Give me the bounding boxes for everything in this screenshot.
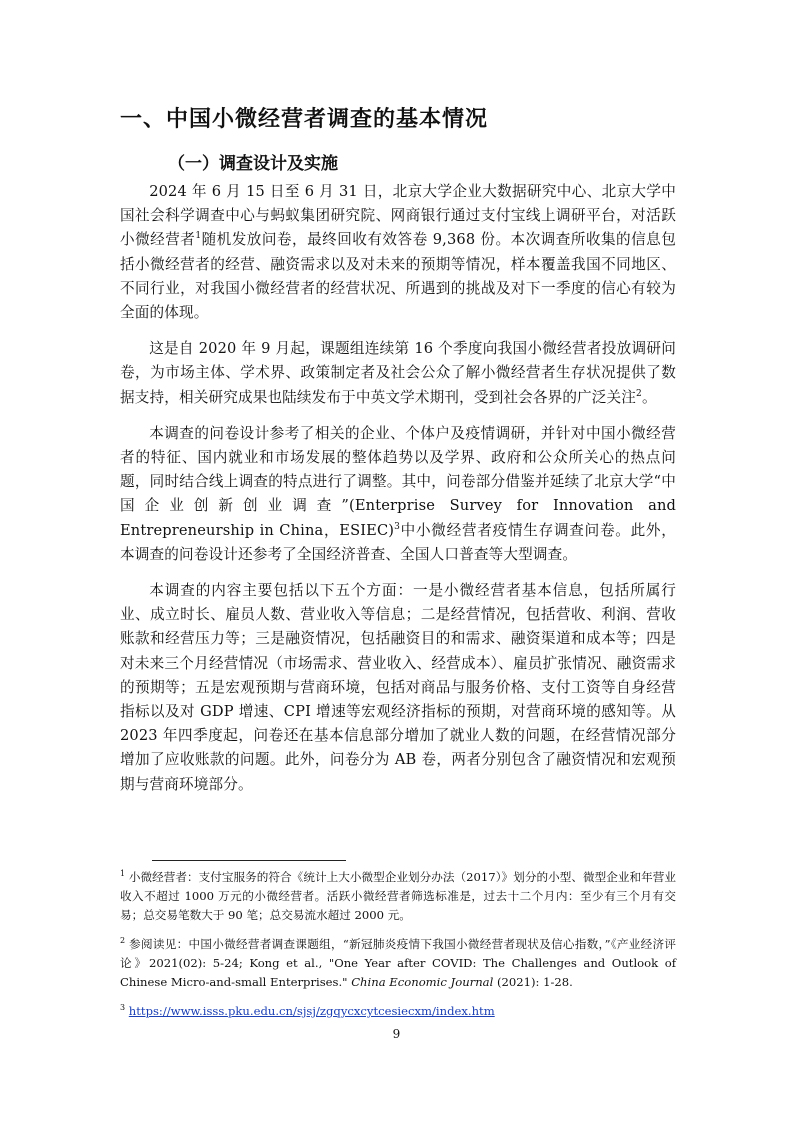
paragraph-2-text-b: 。 xyxy=(641,388,657,406)
subsection-heading: （一）调查设计及实施 xyxy=(168,154,338,174)
footnote-3-link[interactable]: https://www.isss.pku.edu.cn/sjsj/zgqycxcytcesiecxm/index.htm xyxy=(128,1004,495,1018)
paragraph-3-text-a: 本调查的问卷设计参考了相关的企业、个体户及疫情调研，并针对中国小微经营者的特征、国内就业和市场发展的整体趋势以及学界、政府和公众所关心的热点问题，同时结合线上调查的特点进行了调整。其中，问卷部分借鉴并延续了北京大学“中国企业创新创业调查”(Enterprise Survey for Innovation and Entrepreneurship in China，ESIEC) xyxy=(120,424,676,539)
paragraph-3 xyxy=(120,422,676,567)
footnote-ref-1[interactable]: 1 xyxy=(195,231,202,242)
page-number: 9 xyxy=(392,1027,401,1041)
section-heading: 一、中国小微经营者调查的基本情况 xyxy=(120,107,489,132)
paragraph-1-text-b: 随机发放问卷，最终回收有效答卷 9,368 份。本次调查所收集的信息包括小微经营者的经营、融资需求以及对未来的预期等情况，样本覆盖我国不同地区、不同行业，对我国小微经营者的经营状况、所遇到的挑战及对下一季度的信心有较为全面的体现。 xyxy=(120,231,676,322)
paragraph-2 xyxy=(120,337,676,410)
footnote-ref-2[interactable]: 2 xyxy=(636,388,642,399)
paragraph-4: 本调查的内容主要包括以下五个方面：一是小微经营者基本信息，包括所属行业、成立时长、雇员人数、营业收入等信息；二是经营情况，包括营收、利润、营收账款和经营压力等；三是融资情况，包括融资目的和需求、融资渠道和成本等；四是对未来三个月经营情况（市场需求、营业收入、经营成本）、雇员扩张情况、融资需求的预期等；五是宏观预期与营商环境，包括对商品与服务价格、支付工资等自身经营指标以及对 GDP 增速、CPI 增速等宏观经济指标的预期，对营商环境的感知等。从 2023 年四季度起，问卷还在基本信息部分增加了就业人数的问题，在经营情况部分增加了应收账款的问题。此外，问卷分为 AB 卷，两者分别包含了融资情况和宏观预期与营商环境部分。 xyxy=(120,582,676,793)
footnote-separator xyxy=(152,860,346,861)
footnote-3 xyxy=(120,1002,676,1021)
paragraph-1 xyxy=(120,180,676,325)
footnote-1-text: 小微经营者：支付宝服务的符合《统计上大小微型企业划分办法（2017）》划分的小型、微型企业和年营业收入不超过 1000 万元的小微经营者。活跃小微经营者筛选标准是，过去十二个月内：至少有三个月有交易；总交易笔数大于 90 笔；总交易流水超过 2000 元。 xyxy=(120,870,676,922)
footnote-2-journal: China Economic Journal xyxy=(351,975,494,989)
footnotes xyxy=(120,868,676,1031)
footnote-1 xyxy=(120,868,676,925)
footnote-2-text-b: (2021): 1-28. xyxy=(493,975,573,989)
footnote-1-number: 1 xyxy=(120,869,126,879)
footnote-2-number: 2 xyxy=(120,936,126,946)
paragraph-2-text-a: 这是自 2020 年 9 月起，课题组连续第 16 个季度向我国小微经营者投放调研问卷，为市场主体、学术界、政策制定者及社会公众了解小微经营者生存状况提供了数据支持，相关研究成果也陆续发布于中英文学术期刊，受到社会各界的广泛关注 xyxy=(120,340,676,406)
body-text xyxy=(120,180,676,809)
footnote-2 xyxy=(120,935,676,992)
footnote-ref-3[interactable]: 3 xyxy=(394,521,401,532)
paragraph-3-text-b: 中小微经营者疫情生存调查问卷。此外，本调查的问卷设计还参考了全国经济普查、全国人口普查等大型调查。 xyxy=(120,521,677,563)
footnote-3-number: 3 xyxy=(120,1003,126,1013)
footnote-2-text-a: 参阅读见：中国小微经营者调查课题组，“新冠肺炎疫情下我国小微经营者现状及信心指数，”《产业经济评论》2021(02): 5-24; Kong et al., "One Year after COVID: The Challenges and Outlook of Chinese Micro-and-small Enterprises." xyxy=(120,937,677,989)
paragraph-1-text-a: 2024 年 6 月 15 日至 6 月 31 日，北京大学企业大数据研究中心、北京大学中国社会科学调查中心与蚂蚁集团研究院、网商银行通过支付宝线上调研平台，对活跃小微经营者 xyxy=(120,183,676,249)
